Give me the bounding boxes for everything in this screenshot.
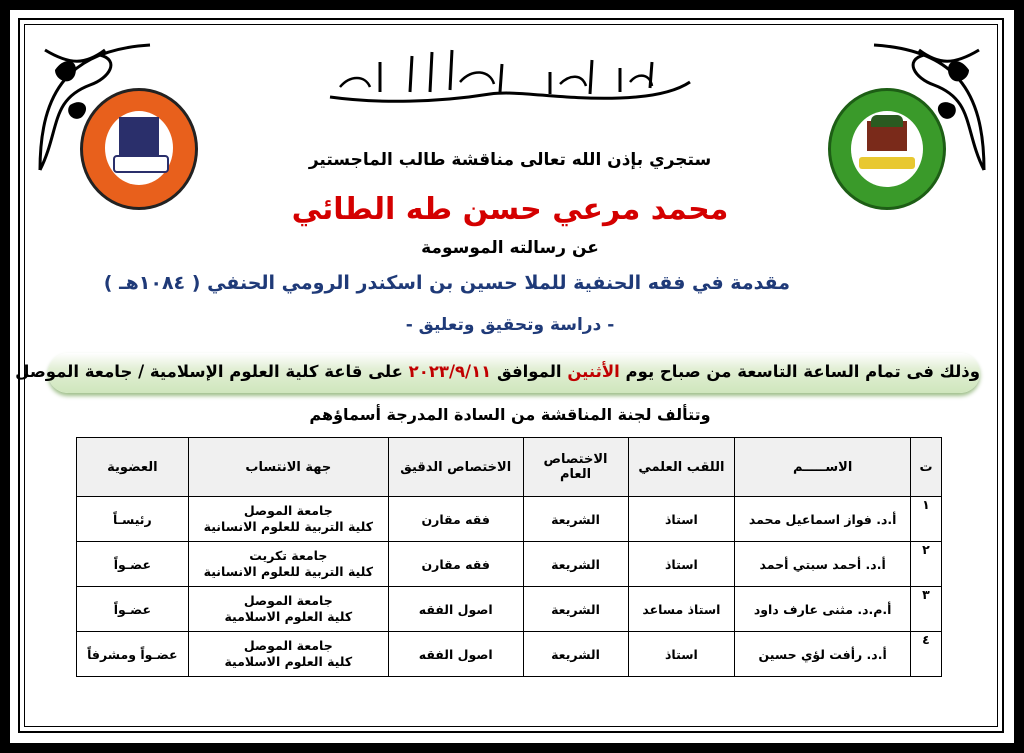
row-name: أ.د. رأفت لؤي حسين: [735, 632, 911, 677]
affiliation-college: كلية العلوم الاسلامية: [224, 654, 353, 669]
basmala-calligraphy: [320, 42, 700, 112]
row-rank: استاذ مساعد: [628, 587, 735, 632]
thesis-subtitle: - دراسة وتحقيق وتعليق -: [405, 315, 615, 335]
row-affiliation: [188, 497, 388, 542]
thesis-title: مقدمة في فقه الحنفية للملا حسين بن اسكندر الرومي الحنفي ( ١٠٨٤هـ ): [103, 272, 790, 294]
banner-date: ٢٠٢٣/٩/١١: [408, 362, 492, 381]
committee-intro: وتتألف لجنة المناقشة من السادة المدرجة أسماؤهم: [309, 405, 711, 424]
header-rank: اللقب العلمي: [628, 438, 735, 497]
basmala-text: بسم الله الرحمن الرحيم: [504, 108, 516, 109]
row-name: أ.د. أحمد سبتي أحمد: [735, 542, 911, 587]
row-rank: استاذ: [628, 497, 735, 542]
affiliation-college: كلية العلوم الاسلامية: [224, 609, 353, 624]
row-affiliation: [188, 587, 388, 632]
table-row: [77, 497, 942, 542]
header-general: الاختصاص العام: [523, 438, 628, 497]
affiliation-college: كلية التربية للعلوم الانسانية: [203, 564, 373, 579]
row-general: الشريعة: [523, 632, 628, 677]
row-specific: فقه مقارن: [388, 497, 523, 542]
table-header-row: [77, 438, 942, 497]
row-rank: استاذ: [628, 632, 735, 677]
table-row: [77, 632, 942, 677]
row-role: رئيسـاً: [77, 497, 189, 542]
banner-part1: وذلك فى تمام الساعة التاسعة من صباح يوم: [619, 362, 980, 381]
date-banner-text: [15, 362, 980, 381]
row-num: ٤: [911, 632, 942, 677]
thesis-intro: عن رسالته الموسومة: [421, 238, 599, 258]
row-specific: اصول الفقه: [388, 587, 523, 632]
header-name: الاســـــم: [735, 438, 911, 497]
university-mosul-logo: [80, 88, 198, 210]
table-row: [77, 542, 942, 587]
header-role: العضوية: [77, 438, 189, 497]
row-specific: فقه مقارن: [388, 542, 523, 587]
banner-part3: على قاعة كلية العلوم الإسلامية / جامعة الموصل: [15, 362, 409, 381]
header-num: ت: [911, 438, 942, 497]
table-row: [77, 587, 942, 632]
row-general: الشريعة: [523, 497, 628, 542]
row-affiliation: [188, 632, 388, 677]
announcement-line: ستجري بإذن الله تعالى مناقشة طالب الماجستير: [308, 150, 712, 170]
banner-part2: الموافق: [491, 362, 568, 381]
affiliation-university: جامعة الموصل: [243, 638, 333, 653]
row-general: الشريعة: [523, 542, 628, 587]
row-role: عضـواً: [77, 587, 189, 632]
row-general: الشريعة: [523, 587, 628, 632]
affiliation-university: جامعة الموصل: [243, 593, 333, 608]
row-name: أ.د. فواز اسماعيل محمد: [735, 497, 911, 542]
affiliation-college: كلية التربية للعلوم الانسانية: [203, 519, 373, 534]
row-num: ١: [911, 497, 942, 542]
student-name: محمد مرعي حسن طه الطائي: [291, 192, 729, 227]
row-affiliation: [188, 542, 388, 587]
row-specific: اصول الفقه: [388, 632, 523, 677]
affiliation-university: جامعة تكريت: [249, 548, 328, 563]
header-specific: الاختصاص الدقيق: [388, 438, 523, 497]
header-affiliation: جهة الانتساب: [188, 438, 388, 497]
row-role: عضـواً: [77, 542, 189, 587]
row-num: ٢: [911, 542, 942, 587]
row-num: ٣: [911, 587, 942, 632]
row-rank: استاذ: [628, 542, 735, 587]
row-role: عضـواً ومشرفاً: [77, 632, 189, 677]
affiliation-university: جامعة الموصل: [243, 503, 333, 518]
committee-table: [76, 437, 942, 677]
banner-day: الأثنين: [567, 362, 620, 381]
row-name: أ.م.د. مثنى عارف داود: [735, 587, 911, 632]
college-islamic-sciences-logo: [828, 88, 946, 210]
